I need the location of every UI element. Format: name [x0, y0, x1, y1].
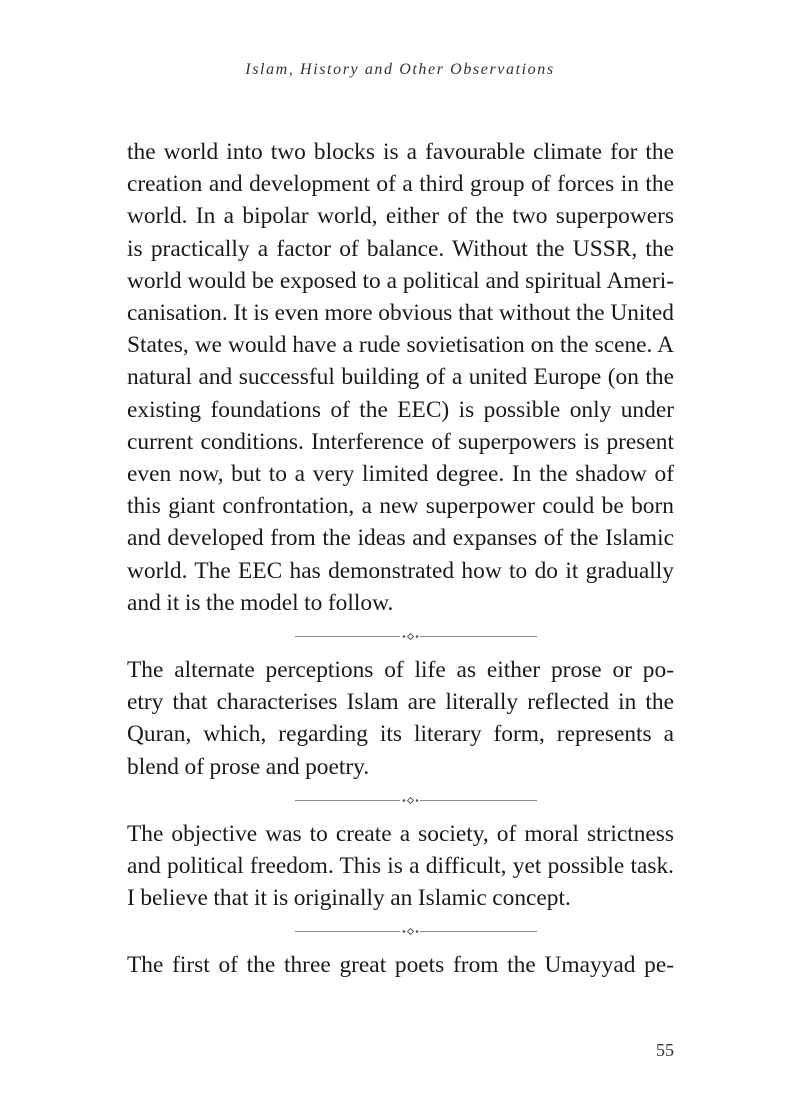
text-line: this giant confrontation, a new superpower could be born — [127, 493, 674, 520]
diamond-ornament-icon — [402, 796, 419, 805]
paragraph-2 — [127, 654, 674, 783]
text-line: The objective was to create a society, of moral strictness — [127, 820, 674, 847]
section-separator — [127, 619, 674, 654]
text-line: etry that characterises Islam are literally reflected in the — [127, 689, 674, 716]
separator-rule-left — [295, 800, 400, 801]
text-line: The alternate perceptions of life as either prose or po- — [127, 657, 674, 684]
separator-rule-left — [295, 931, 400, 932]
text-line: creation and development of a third group of forces in the — [127, 171, 674, 198]
text-line: natural and successful building of a united Europe (on the — [127, 364, 674, 391]
text-line: I believe that it is originally an Islamic concept. — [127, 885, 571, 912]
text-line: States, we would have a rude sovietisation on the scene. A — [127, 332, 674, 359]
text-line: world. In a bipolar world, either of the two superpowers — [127, 203, 674, 230]
text-line: even now, but to a very limited degree. In the shadow of — [127, 461, 674, 488]
paragraph-4 — [127, 949, 674, 981]
text-line: and it is the model to follow. — [127, 589, 394, 616]
paragraph-3 — [127, 818, 674, 915]
diamond-ornament-icon — [402, 927, 419, 936]
diamond-ornament-icon — [402, 632, 419, 641]
text-line: and developed from the ideas and expanses of the Islamic — [127, 525, 674, 552]
text-line: the world into two blocks is a favourable climate for the — [127, 139, 674, 165]
body-text — [127, 136, 674, 982]
separator-rule-right — [420, 636, 537, 637]
separator-rule-right — [420, 800, 537, 801]
section-separator — [127, 783, 674, 818]
text-line: Quran, which, regarding its literary form, represents a — [127, 721, 674, 748]
paragraph-1 — [127, 136, 674, 619]
running-header: Islam, History and Other Observations — [245, 61, 555, 78]
text-line: current conditions. Interference of superpowers is present — [127, 428, 674, 455]
text-line: world. The EEC has demonstrated how to do it gradually — [127, 557, 674, 584]
text-line: existing foundations of the EEC) is possible only under — [127, 396, 674, 423]
separator-rule-left — [295, 636, 400, 637]
text-line: The first of the three great poets from the Umayyad pe- — [127, 952, 674, 979]
text-line: and political freedom. This is a difficult, yet possible task. — [127, 853, 674, 880]
text-line: world would be exposed to a political and spiritual Ameri- — [127, 267, 674, 294]
text-line: blend of prose and poetry. — [127, 753, 370, 780]
text-line: is practically a factor of balance. Without the USSR, the — [127, 235, 674, 262]
section-separator — [127, 914, 674, 949]
separator-rule-right — [420, 931, 537, 932]
page-number: 55 — [656, 1040, 674, 1060]
text-line: canisation. It is even more obvious that without the United — [127, 300, 674, 327]
